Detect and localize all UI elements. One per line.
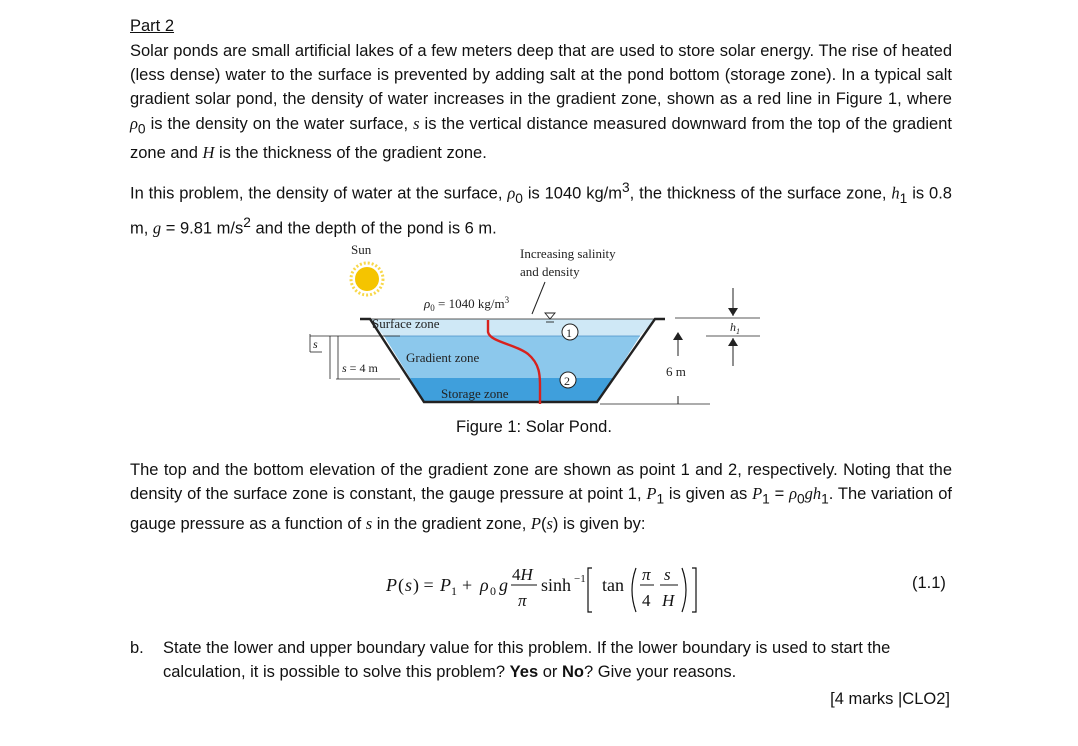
s-axis-label: s bbox=[313, 337, 318, 351]
salinity-label-line1: Increasing salinity bbox=[520, 246, 616, 261]
svg-text:P: P bbox=[386, 575, 397, 595]
svg-text:sinh: sinh bbox=[541, 575, 572, 595]
svg-text:1: 1 bbox=[451, 584, 457, 598]
s-equals-label: s = 4 m bbox=[342, 361, 378, 375]
rho-label: $\rho_0 = 1040$ $kg/m^3$ bbox=[424, 295, 510, 313]
pressure-paragraph: The top and the bottom elevation of the gradient zone are shown as point 1 and 2, respectively. Noting that the density of the surface zone is constant, the gauge pressure at point 1, $P_1$ is given as $P_1 = \rho_0gh_1$. The variation of gauge pressure as a function of s in the gradient zone, P(s) is given by: bbox=[130, 461, 953, 533]
svg-text:s: s bbox=[405, 575, 413, 595]
svg-text:) =: ) = bbox=[413, 575, 434, 595]
h1-label: $h_1$ bbox=[730, 320, 740, 336]
svg-text:0: 0 bbox=[490, 584, 496, 598]
storage-zone-label: Storage zone bbox=[441, 386, 509, 401]
salinity-label-line2: and density bbox=[520, 264, 580, 279]
question-b bbox=[130, 636, 952, 684]
point-2-label: 2 bbox=[564, 374, 570, 388]
svg-text:ρ: ρ bbox=[480, 575, 489, 595]
solar-pond-figure bbox=[300, 236, 760, 416]
sun-label: Sun bbox=[351, 242, 372, 257]
given-values-paragraph: In this problem, the density of water at the surface, $\rho_0$ is 1040 $kg/m^3$, the thickness of the surface zone, $h_1$ is 0.8 m, g = 9.81 $m/s^2$ and the depth of the pond is 6 m. bbox=[130, 180, 952, 238]
svg-text:g: g bbox=[499, 575, 508, 595]
svg-text:π: π bbox=[518, 591, 527, 610]
svg-text:−1: −1 bbox=[574, 573, 586, 585]
question-letter: b. bbox=[130, 639, 144, 657]
svg-text:s: s bbox=[664, 565, 671, 584]
svg-text:4: 4 bbox=[642, 591, 651, 610]
gradient-zone-label: Gradient zone bbox=[406, 350, 480, 365]
point-1-label: 1 bbox=[566, 326, 572, 340]
marks-label: [4 marks |CLO2] bbox=[830, 690, 950, 708]
svg-text:H: H bbox=[662, 591, 675, 610]
svg-text:(: ( bbox=[398, 575, 404, 595]
sun-icon bbox=[351, 263, 383, 295]
part-heading: Part 2 bbox=[130, 17, 175, 35]
svg-text:tan: tan bbox=[602, 575, 624, 595]
svg-text:π: π bbox=[642, 565, 651, 584]
figure-caption: Figure 1: Solar Pond. bbox=[456, 418, 612, 436]
pressure-equation bbox=[384, 558, 954, 618]
depth-label: 6 m bbox=[666, 364, 686, 379]
question-text: State the lower and upper boundary value for this problem. If the lower boundary is used to start the calculation, it is possible to solve this problem? Yes or No? Give your reasons. bbox=[163, 639, 891, 682]
intro-paragraph: Solar ponds are small artificial lakes of a few meters deep that are used to store solar energy. The rise of heated (less dense) water to the surface is prevented by adding salt at the pond bottom (storage zone). In a typical salt gradient solar pond, the density of water increases in the gradient zone, shown as a red line in Figure 1, where $\rho_0$ is the density on the water surface, s is the vertical distance measured downward from the top of the gradient zone and H is the thickness of the gradient zone. bbox=[130, 42, 952, 163]
surface-zone-label: Surface zone bbox=[372, 316, 440, 331]
svg-text:P: P bbox=[440, 575, 451, 595]
problem-text bbox=[130, 14, 952, 241]
svg-text:+: + bbox=[462, 575, 473, 595]
svg-text:4H: 4H bbox=[512, 565, 533, 584]
equation-number: (1.1) bbox=[912, 574, 946, 592]
